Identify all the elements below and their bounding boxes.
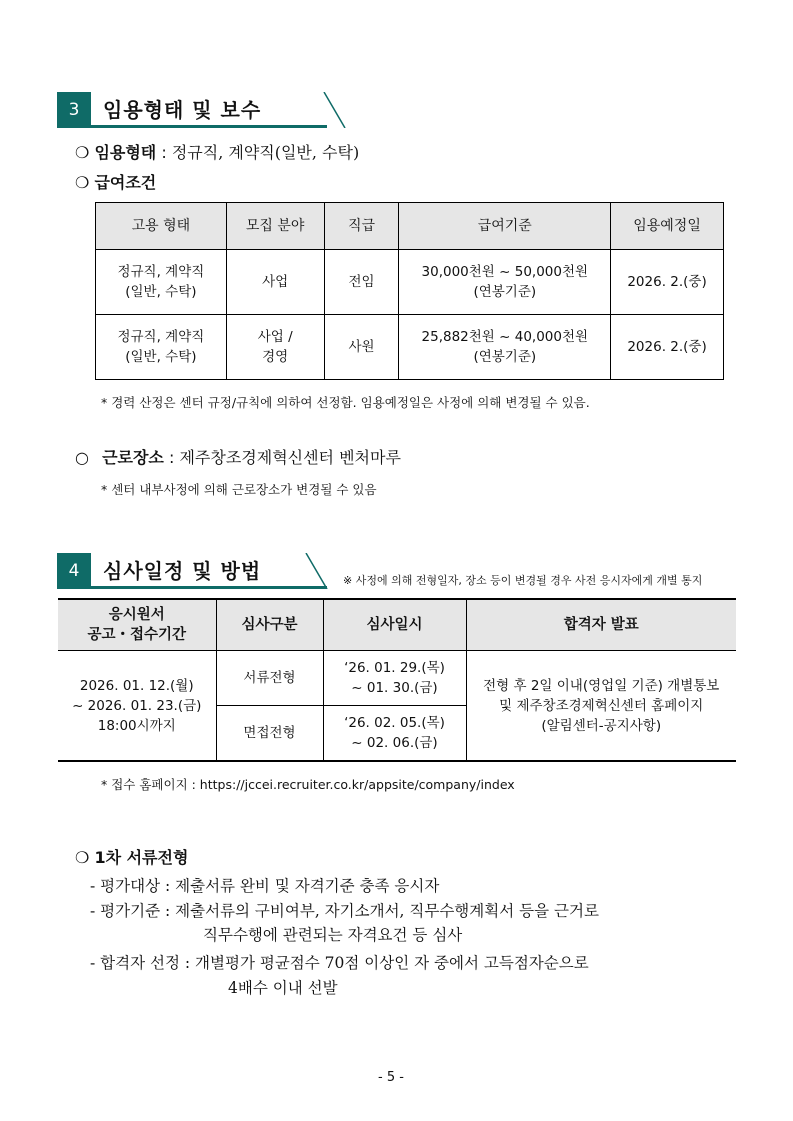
- header-review-date: 심사일시: [323, 599, 466, 651]
- stage1-date-line2: ~ 01. 30.(금): [351, 680, 438, 696]
- row1-date: 2026. 2.(중): [611, 250, 724, 315]
- stage1-name: 서류전형: [216, 651, 323, 706]
- header-grade: 직급: [324, 203, 399, 250]
- row2-pay-line1: 25,882천원 ~ 40,000천원: [421, 329, 589, 345]
- row2-type-line2: (일반, 수탁): [125, 349, 197, 365]
- row2-field-line1: 사업 /: [257, 329, 293, 345]
- period-line2: ~ 2026. 01. 23.(금): [72, 697, 202, 714]
- header-review-type: 심사구분: [216, 599, 323, 651]
- workplace-marker: ○: [75, 448, 89, 467]
- header-recruit-field: 모집 분야: [226, 203, 324, 250]
- workplace-sep: :: [163, 448, 180, 467]
- announce-line1: 전형 후 2일 이내(영업일 기준) 개별통보: [483, 677, 720, 694]
- row2-pay: [399, 315, 611, 380]
- doc-review-line-3: 직무수행에 관련되는 자격요건 등 심사: [203, 926, 463, 944]
- row2-pay-line2: (연봉기준): [473, 349, 537, 365]
- doc-review-line-2: - 평가기준 : 제출서류의 구비여부, 자기소개서, 직무수행계획서 등을 근거로: [90, 902, 599, 920]
- section-3-underline: [91, 125, 327, 128]
- application-period: [58, 651, 216, 762]
- row1-field-line1: 사업: [262, 274, 289, 290]
- doc-review-heading: [75, 845, 188, 868]
- header-col1-line1: 응시원서: [108, 607, 165, 623]
- row1-type: [96, 250, 227, 315]
- salary-note: * 경력 산정은 센터 규정/규칙에 의하여 선정함. 임용예정일은 사정에 의해 변경될 수 있음.: [101, 395, 590, 410]
- doc-review-line-5: 4배수 이내 선발: [228, 979, 338, 997]
- salary-label: 급여조건: [94, 173, 157, 192]
- page-number: - 5 -: [378, 1070, 404, 1085]
- employment-marker: ❍: [75, 143, 90, 162]
- section-3-header: [57, 92, 327, 128]
- section-3-corner-line: [323, 92, 363, 128]
- salary-marker: ❍: [75, 173, 90, 192]
- header-start-date: 임용예정일: [611, 203, 724, 250]
- announcement: [466, 651, 736, 762]
- table-row: [96, 315, 724, 380]
- table-row: [58, 651, 736, 706]
- row2-field-line2: 경영: [262, 349, 289, 365]
- section-3-number: 3: [57, 92, 91, 128]
- stage2-date: [323, 706, 466, 762]
- section-4-notice: ※ 사정에 의해 전형일자, 장소 등이 변경될 경우 사전 응시자에게 개별 통지: [343, 574, 703, 587]
- section-4-header: [57, 553, 327, 589]
- employment-label: 임용형태: [94, 143, 157, 162]
- row1-pay-line1: 30,000천원 ~ 50,000천원: [421, 264, 589, 280]
- section-4-corner-line: [305, 553, 345, 589]
- workplace-note: * 센터 내부사정에 의해 근로장소가 변경될 수 있음: [101, 482, 377, 497]
- row1-type-line2: (일반, 수탁): [125, 284, 197, 300]
- salary-table-header: [96, 203, 724, 250]
- salary-heading: [75, 170, 156, 193]
- doc-review-line-1: - 평가대상 : 제출서류 완비 및 자격기준 충족 응시자: [90, 877, 440, 895]
- header-application-period: [58, 599, 216, 651]
- header-announcement: 합격자 발표: [466, 599, 736, 651]
- period-line1: 2026. 01. 12.(월): [79, 677, 194, 694]
- stage2-date-line1: ‘26. 02. 05.(목): [344, 715, 445, 731]
- row2-type: [96, 315, 227, 380]
- period-line3: 18:00시까지: [97, 717, 176, 734]
- homepage-note: * 접수 홈페이지 : https://jccei.recruiter.co.kr/appsite/company/index: [101, 777, 515, 792]
- stage1-date-line1: ‘26. 01. 29.(목): [344, 660, 445, 676]
- row2-grade: 사원: [324, 315, 399, 380]
- header-col1-line2: 공고・접수기간: [87, 627, 187, 643]
- workplace-label: 근로장소: [102, 448, 164, 467]
- employment-value: 정규직, 계약직(일반, 수탁): [171, 143, 360, 162]
- employment-type: [75, 140, 359, 163]
- salary-table: [95, 202, 724, 380]
- workplace-value: 제주창조경제혁신센터 벤처마루: [179, 448, 401, 467]
- announce-line2: 및 제주창조경제혁신센터 홈페이지: [499, 697, 704, 714]
- row1-type-line1: 정규직, 계약직: [117, 264, 205, 280]
- doc-review-marker: ❍: [75, 848, 90, 867]
- row2-type-line1: 정규직, 계약직: [117, 329, 205, 345]
- row1-pay: [399, 250, 611, 315]
- doc-review-label: 1차 서류전형: [94, 848, 189, 867]
- stage2-name: 면접전형: [216, 706, 323, 762]
- stage1-date: [323, 651, 466, 706]
- schedule-table: [58, 598, 736, 762]
- employment-sep: :: [156, 143, 172, 162]
- row2-field: [226, 315, 324, 380]
- doc-review-line-4: - 합격자 선정 : 개별평가 평균점수 70점 이상인 자 중에서 고득점자순으로: [90, 954, 589, 972]
- announce-line3: (알림센터-공지사항): [541, 717, 662, 734]
- schedule-table-header: [58, 599, 736, 651]
- section-3-title: 임용형태 및 보수: [103, 98, 262, 122]
- row1-field: [226, 250, 324, 315]
- row1-pay-line2: (연봉기준): [473, 284, 537, 300]
- row1-grade: 전임: [324, 250, 399, 315]
- table-row: [96, 250, 724, 315]
- row2-date: 2026. 2.(중): [611, 315, 724, 380]
- section-4-underline: [91, 586, 327, 589]
- section-4-number: 4: [57, 553, 91, 589]
- header-employment-type: 고용 형태: [96, 203, 227, 250]
- workplace: [75, 445, 401, 468]
- section-4-title: 심사일정 및 방법: [103, 559, 262, 583]
- stage2-date-line2: ~ 02. 06.(금): [351, 735, 438, 751]
- header-pay-basis: 급여기준: [399, 203, 611, 250]
